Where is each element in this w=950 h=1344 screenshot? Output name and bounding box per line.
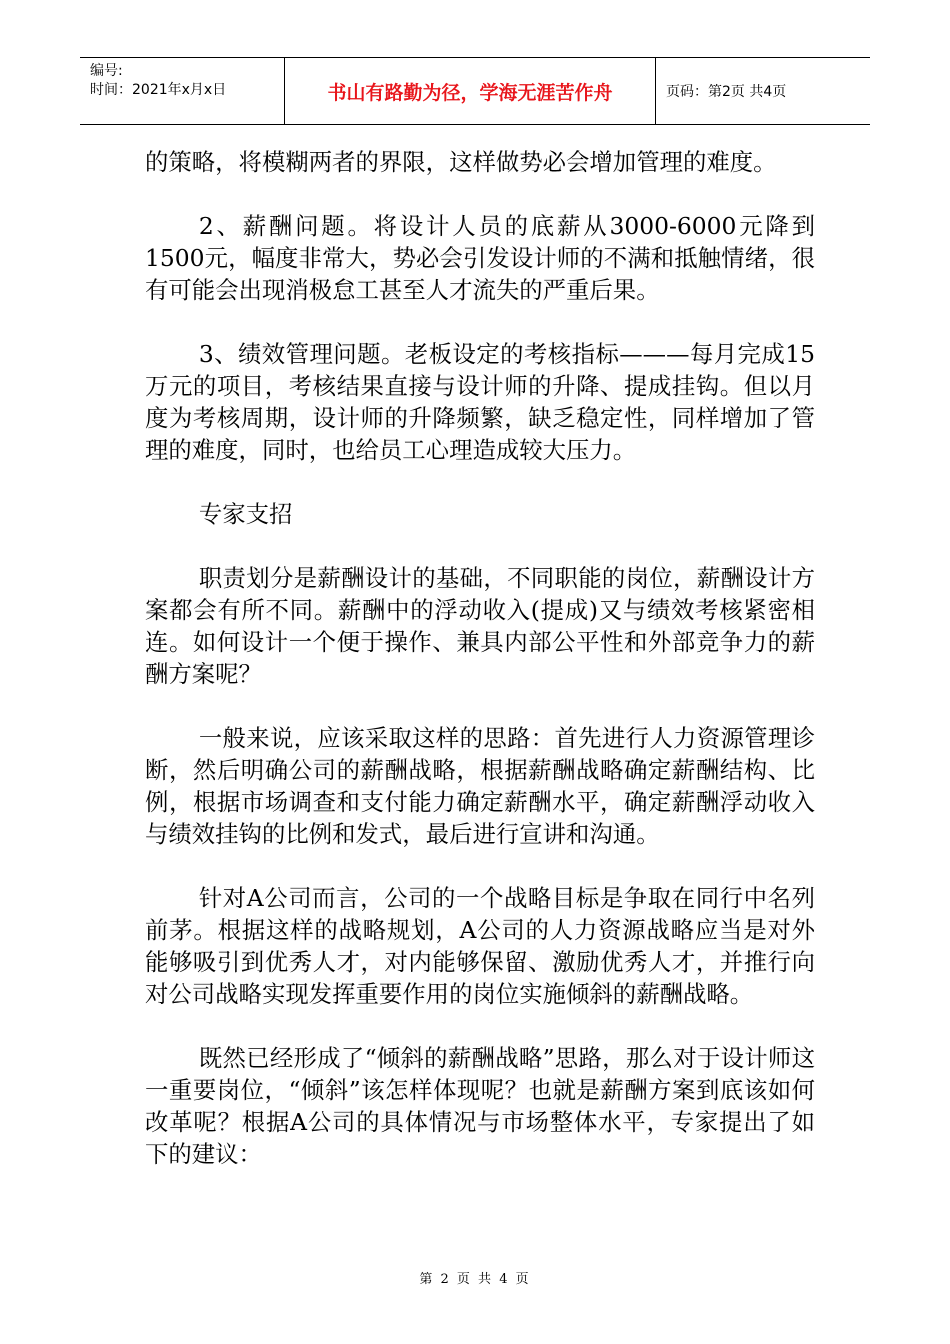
header-motto: 书山有路勤为径，学海无涯苦作舟 (284, 58, 656, 124)
section-heading-expert-advice: 专家支招 (198, 500, 293, 528)
paragraph-expert-suggestion: 既然已经形成了“倾斜的薪酬战略”思路，那么对于设计师这一重要岗位，“倾斜”该怎样体现呢？也就是薪酬方案到底该如何改革呢？根据A公司的具体情况与市场整体水平，专家提出了如下的建议： (145, 1044, 815, 1168)
document-body (145, 146, 815, 1202)
paragraph-company-strategy: 针对A公司而言，公司的一个战略目标是争取在同行中名列前茅。根据这样的战略规划，A公司的人力资源战略应当是对外能够吸引到优秀人才，对内能够保留、激励优秀人才，并推行向对公司战略实现发挥重要作用的岗位实施倾斜的薪酬战略。 (145, 884, 815, 1008)
paragraph-continuation: 的策略，将模糊两者的界限，这样做势必会增加管理的难度。 (145, 148, 777, 176)
document-number-label: 编号: (90, 63, 123, 79)
page-footer: 第 2 页 共 4 页 (419, 1272, 531, 1287)
document-time-label: 时间：2021年x月x日 (90, 82, 227, 98)
header-page-code: 页码：第2页 共4页 (666, 84, 787, 100)
header-meta (90, 62, 226, 100)
page-header (80, 57, 870, 125)
paragraph-general-approach: 一般来说，应该采取这样的思路：首先进行人力资源管理诊断，然后明确公司的薪酬战略，根据薪酬战略确定薪酬结构、比例，根据市场调查和支付能力确定薪酬水平，确定薪酬浮动收入与绩效挂钩的比例和发式，最后进行宣讲和沟通。 (145, 724, 815, 848)
paragraph-salary-issue: 2、薪酬问题。将设计人员的底薪从3000-6000元降到1500元，幅度非常大，势必会引发设计师的不满和抵触情绪，很有可能会出现消极怠工甚至人才流失的严重后果。 (145, 212, 815, 304)
paragraph-performance-issue: 3、绩效管理问题。老板设定的考核指标———每月完成15万元的项目，考核结果直接与设计师的升降、提成挂钩。但以月度为考核周期，设计师的升降频繁，缺乏稳定性，同样增加了管理的难度，同时，也给员工心理造成较大压力。 (145, 340, 815, 464)
paragraph-role-division: 职责划分是薪酬设计的基础，不同职能的岗位，薪酬设计方案都会有所不同。薪酬中的浮动收入(提成)又与绩效考核紧密相连。如何设计一个便于操作、兼具内部公平性和外部竞争力的薪酬方案呢？ (145, 564, 815, 688)
